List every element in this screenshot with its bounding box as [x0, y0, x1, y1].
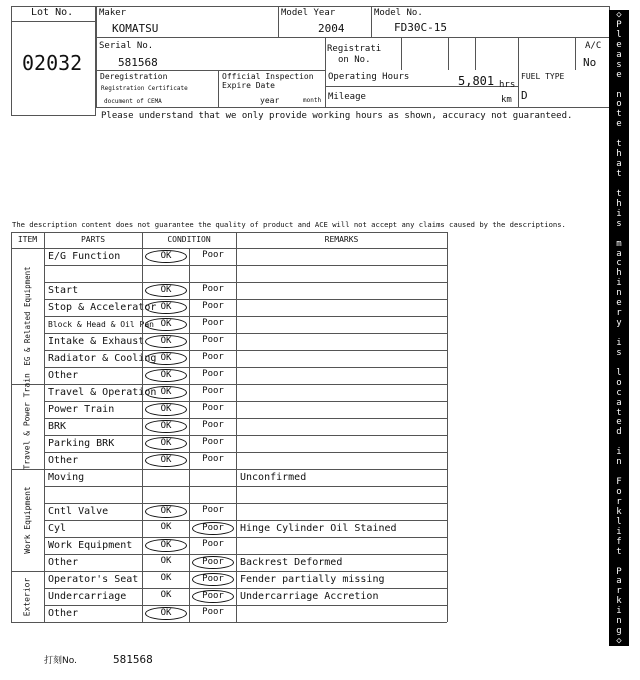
header-parts: PARTS	[80, 235, 106, 244]
condition-poor: Poor	[202, 505, 224, 515]
condition-poor: Poor	[192, 556, 234, 569]
side-note-char: l	[616, 29, 622, 40]
condition-poor: Poor	[202, 318, 224, 328]
ac-label: A/C	[585, 41, 602, 51]
condition-poor: Poor	[192, 522, 234, 535]
col-line	[447, 232, 448, 622]
row-line	[44, 588, 447, 589]
side-note-char: s	[616, 347, 622, 358]
condition-ok: OK	[145, 403, 187, 416]
side-note-char: r	[616, 308, 622, 319]
maker-label: Maker	[99, 8, 127, 18]
row-line	[44, 605, 447, 606]
side-note-char: c	[616, 387, 622, 398]
side-note-char: e	[616, 119, 622, 130]
side-note-char: n	[616, 288, 622, 299]
serial-label: Serial No.	[99, 41, 154, 51]
row-line	[44, 554, 447, 555]
side-note-char: m	[616, 238, 622, 249]
lot-label: Lot No.	[31, 7, 74, 18]
operating-hours-label: Operating Hours	[328, 72, 410, 82]
condition-ok: OK	[160, 556, 172, 566]
condition-poor: Poor	[202, 301, 224, 311]
side-note-char: r	[616, 586, 622, 597]
row-line	[44, 503, 447, 504]
col-line	[142, 232, 143, 622]
side-note-char: e	[616, 298, 622, 309]
part-label: E/G Function	[48, 251, 121, 262]
km-unit: km	[501, 95, 512, 105]
table-top-line	[11, 232, 447, 233]
inspection-label-1: Official Inspection	[222, 72, 314, 81]
condition-poor: Poor	[202, 539, 224, 549]
condition-poor: Poor	[202, 454, 224, 464]
registration-label-2: on No.	[338, 55, 371, 65]
condition-ok: OK	[145, 420, 187, 433]
condition-poor: Poor	[202, 386, 224, 396]
condition-ok: OK	[145, 437, 187, 450]
remark-text: Backrest Deformed	[240, 557, 343, 568]
side-note-char: k	[616, 506, 622, 517]
row-line	[44, 265, 447, 266]
side-note-char: P	[616, 19, 622, 30]
side-note-char: s	[616, 59, 622, 70]
row-line	[44, 520, 447, 521]
part-label: Radiator & Cooling	[48, 353, 157, 364]
condition-poor: Poor	[202, 250, 224, 260]
side-note-char: e	[616, 417, 622, 428]
remark-text: Unconfirmed	[240, 472, 307, 483]
side-note-char: ◇	[616, 10, 622, 20]
serial-value: 581568	[118, 56, 158, 69]
side-note-char: l	[616, 367, 622, 378]
row-line	[44, 367, 447, 368]
condition-ok: OK	[145, 318, 187, 331]
registration-label-1: Registrati	[327, 44, 382, 54]
side-note-char: o	[616, 377, 622, 388]
cema-document-label: document of CEMA	[104, 98, 162, 105]
model-year-label: Model Year	[281, 8, 336, 18]
group-label-3: Exterior	[22, 577, 32, 616]
side-note-char: o	[616, 99, 622, 110]
condition-poor: Poor	[202, 335, 224, 345]
part-label: Cyl	[48, 523, 67, 534]
month-label: month	[303, 97, 322, 104]
side-note-char: a	[616, 576, 622, 587]
part-label: Start	[48, 285, 79, 296]
condition-poor: Poor	[202, 607, 224, 617]
condition-ok: OK	[145, 335, 187, 348]
fuel-type-value: D	[521, 89, 528, 102]
side-note-char: i	[616, 208, 622, 219]
side-note-char: t	[616, 546, 622, 557]
side-note-char: d	[616, 427, 622, 438]
condition-ok: OK	[145, 301, 187, 314]
condition-ok: OK	[145, 607, 187, 620]
side-note-char: h	[616, 149, 622, 160]
condition-ok: OK	[145, 352, 187, 365]
side-note-char: t	[616, 139, 622, 150]
disclaimer: The description content does not guarantee the quality of product and ACE will not accept any claims caused by the descriptions.	[12, 220, 566, 229]
group-line	[11, 384, 447, 385]
side-note-char: t	[616, 407, 622, 418]
part-label: Operator's Seat	[48, 574, 139, 585]
side-note-char: a	[616, 248, 622, 259]
row-line	[44, 282, 447, 283]
side-note-char: h	[616, 268, 622, 279]
side-note-char: n	[616, 457, 622, 468]
header-condition: CONDITION	[167, 235, 211, 244]
side-note-char: i	[616, 447, 622, 458]
part-label: Intake & Exhaust	[48, 336, 145, 347]
condition-ok: OK	[160, 573, 172, 583]
col-line	[44, 232, 45, 622]
side-note-char: y	[616, 318, 622, 329]
group-label-0: EG & Related Equipment	[22, 266, 32, 366]
side-note-char: F	[616, 477, 622, 488]
remark-text: Fender partially missing	[240, 574, 385, 585]
side-note-char: a	[616, 49, 622, 60]
condition-poor: Poor	[192, 573, 234, 586]
part-label: BRK	[48, 421, 67, 432]
part-label: Other	[48, 370, 79, 381]
side-note-char: r	[616, 496, 622, 507]
group-label-1: Travel & Power Train	[22, 372, 32, 469]
side-note-char: t	[616, 169, 622, 179]
row-line	[44, 299, 447, 300]
stamp-number: 581568	[113, 653, 153, 666]
side-note-char: i	[616, 526, 622, 537]
part-label: Block & Head & Oil Pan	[48, 320, 154, 329]
part-label: Undercarriage	[48, 591, 127, 602]
part-label: Other	[48, 608, 79, 619]
inspection-label-2: Expire Date	[222, 81, 275, 90]
row-line	[44, 401, 447, 402]
side-note-char: l	[616, 516, 622, 527]
side-note-char: ◇	[616, 636, 622, 647]
group-line	[11, 469, 447, 470]
part-label: Power Train	[48, 404, 115, 415]
part-label: Work Equipment	[48, 540, 133, 551]
row-line	[44, 537, 447, 538]
part-label: Travel & Operation	[48, 387, 157, 398]
condition-poor: Poor	[202, 369, 224, 379]
side-note-char: t	[616, 188, 622, 199]
hours-note: Please understand that we only provide working hours as shown, accuracy not guaranteed.	[101, 111, 573, 121]
group-label-2: Work Equipment	[22, 486, 32, 554]
fuel-type-label: FUEL TYPE	[521, 72, 565, 81]
side-note-char: n	[616, 616, 622, 627]
condition-ok: OK	[145, 284, 187, 297]
condition-poor: Poor	[202, 420, 224, 430]
side-note-char: g	[616, 626, 622, 637]
model-no-label: Model No.	[374, 8, 423, 18]
model-year-value: 2004	[318, 22, 345, 35]
stamp-label: 打刻No.	[44, 656, 77, 666]
side-note-char: i	[616, 337, 622, 348]
header-remarks: REMARKS	[324, 235, 359, 244]
row-line	[44, 350, 447, 351]
deregistration-label: Deregistration	[100, 72, 168, 81]
side-note-char: a	[616, 397, 622, 408]
part-label: Stop & Accelerator	[48, 302, 157, 313]
col-line	[236, 232, 237, 622]
side-note-char: i	[616, 606, 622, 617]
header-item: ITEM	[17, 235, 38, 244]
group-line	[11, 571, 447, 572]
col-line	[189, 248, 190, 622]
header-bottom-line	[11, 248, 447, 249]
condition-ok: OK	[145, 250, 187, 263]
condition-ok: OK	[145, 505, 187, 518]
maker-value: KOMATSU	[112, 22, 159, 35]
condition-ok: OK	[145, 386, 187, 399]
part-label: Cntl Valve	[48, 506, 109, 517]
condition-poor: Poor	[202, 284, 224, 294]
side-note-char: e	[616, 69, 622, 80]
registration-certificate-label: Registration Certificate	[101, 85, 188, 92]
row-line	[44, 418, 447, 419]
row-line	[44, 452, 447, 453]
part-label: Other	[48, 455, 79, 466]
condition-ok: OK	[145, 539, 187, 552]
mileage-label: Mileage	[328, 92, 366, 102]
side-note-char: e	[616, 39, 622, 50]
side-note-strip	[609, 10, 629, 646]
condition-poor: Poor	[202, 403, 224, 413]
side-note-char: t	[616, 109, 622, 120]
side-note-char: f	[616, 536, 622, 547]
hrs-unit: hrs	[499, 80, 516, 90]
row-line	[44, 333, 447, 334]
side-note-char: P	[616, 566, 622, 577]
operating-hours-value: 5,801	[458, 74, 495, 88]
condition-poor: Poor	[202, 437, 224, 447]
side-note-char: a	[616, 159, 622, 170]
row-line	[44, 435, 447, 436]
condition-ok: OK	[160, 590, 172, 600]
condition-ok: OK	[160, 522, 172, 532]
condition-ok: OK	[145, 454, 187, 467]
year-label: year	[260, 96, 280, 105]
part-label: Moving	[48, 472, 85, 483]
group-line	[11, 622, 447, 623]
row-line	[44, 486, 447, 487]
remark-text: Hinge Cylinder Oil Stained	[240, 523, 397, 534]
lot-number: 02032	[22, 51, 83, 75]
side-note-char: n	[616, 89, 622, 100]
side-note-char: h	[616, 198, 622, 209]
model-no-value: FD30C-15	[394, 21, 447, 34]
remark-text: Undercarriage Accretion	[240, 591, 379, 602]
side-note-char: o	[616, 487, 622, 497]
condition-poor: Poor	[192, 590, 234, 603]
condition-poor: Poor	[202, 352, 224, 362]
col-line	[11, 232, 12, 622]
side-note-char: i	[616, 278, 622, 289]
side-note-char: c	[616, 258, 622, 269]
ac-value: No	[583, 56, 597, 69]
side-note-char: s	[616, 218, 622, 229]
row-line	[44, 316, 447, 317]
part-label: Other	[48, 557, 79, 568]
part-label: Parking BRK	[48, 438, 115, 449]
side-note-char: k	[616, 596, 622, 607]
condition-ok: OK	[145, 369, 187, 382]
